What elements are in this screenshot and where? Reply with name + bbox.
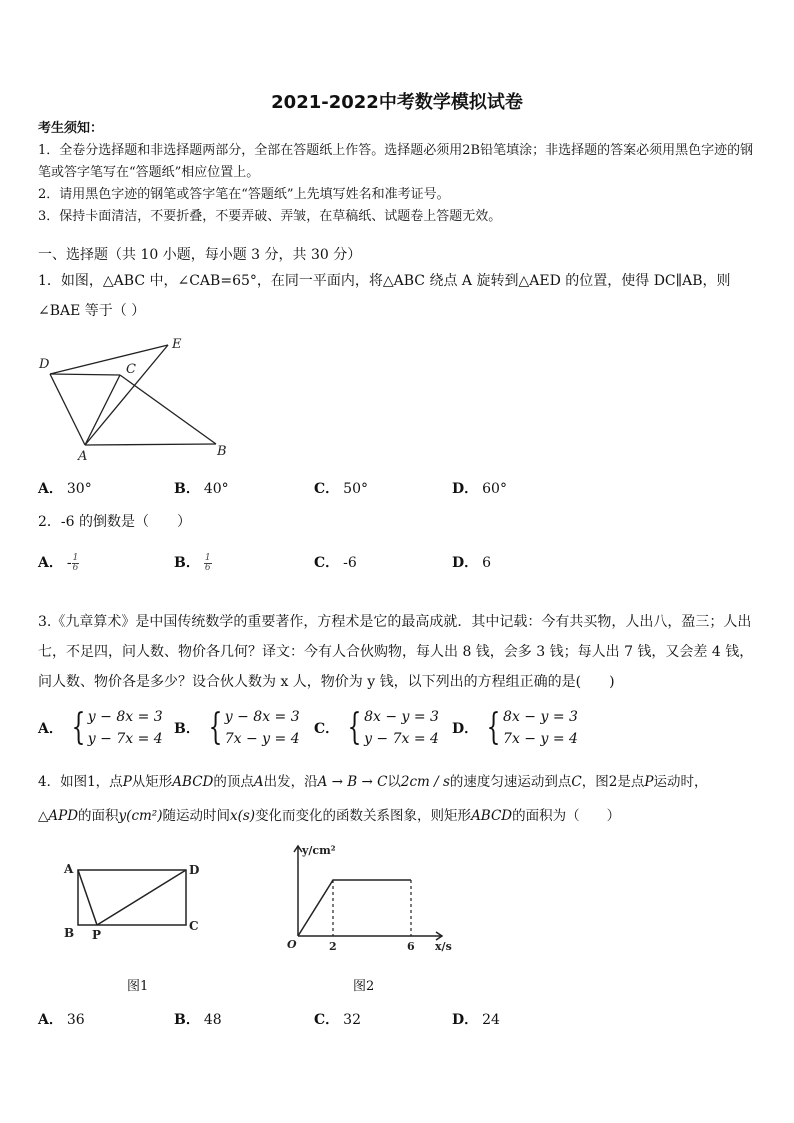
notice-head: 考生须知： bbox=[38, 121, 104, 136]
fig2-x-label: x/s bbox=[435, 940, 452, 953]
question-4-figure-1 bbox=[60, 855, 210, 945]
notice-item-1: 1．全卷分选择题和非选择题两部分，全部在答题纸上作答。选择题必须用2B铅笔填涂；非选择题的答案必须用黑色字迹的钢笔或答字笔写在“答题纸”相应位置上。 bbox=[38, 143, 754, 180]
notice-item-2: 2．请用黑色字迹的钢笔或答字笔在“答题纸”上先填写姓名和准考证号。 bbox=[38, 187, 450, 202]
q1-option-b[interactable]: B． 40° bbox=[174, 481, 229, 497]
question-4-line-1: 4．如图1，点P从矩形ABCD的顶点A出发，沿A → B → C以2cm / s的速度匀速运动到点C，图2是点P运动时， bbox=[38, 774, 708, 790]
question-4-text bbox=[38, 765, 760, 833]
label-e: E bbox=[172, 337, 182, 352]
question-2-options bbox=[38, 552, 760, 586]
q4-option-d[interactable]: D． 24 bbox=[452, 1012, 500, 1028]
label-d: D bbox=[39, 357, 50, 372]
q3-option-d[interactable]: D． { 8x − y = 3 7x − y = 4 bbox=[452, 707, 578, 748]
fig2-caption: 图2 bbox=[353, 979, 375, 994]
q1-option-a[interactable]: A． 30° bbox=[38, 481, 92, 497]
fig1-caption: 图1 bbox=[127, 979, 149, 994]
fig1-label-b: B bbox=[64, 926, 75, 940]
label-b: B bbox=[217, 444, 227, 459]
fig1-label-a: A bbox=[64, 862, 74, 876]
label-a: A bbox=[78, 449, 88, 464]
notice-item-3: 3．保持卡面清洁，不要折叠，不要弄破、弄皱，在草稿纸、试题卷上答题无效。 bbox=[38, 209, 502, 224]
q2-option-c[interactable]: C． -6 bbox=[314, 555, 357, 571]
q4-option-b[interactable]: B． 48 bbox=[174, 1012, 222, 1028]
question-1-text: 1．如图，△ABC 中，∠CAB=65°，在同一平面内，将△ABC 绕点 A 旋转到△AED 的位置，使得 DC∥AB，则∠BAE 等于（ ） bbox=[38, 273, 731, 319]
question-1-options bbox=[38, 478, 760, 502]
fig2-tick-6: 6 bbox=[407, 940, 415, 953]
fig2-y-label: y/cm² bbox=[302, 844, 336, 857]
question-4-figure-2 bbox=[270, 838, 465, 958]
question-4-line-2: △APD的面积y(cm²)随运动时间x(s)变化而变化的函数关系图象，则矩形ABCD的面积为（ ） bbox=[38, 808, 621, 824]
question-1-figure bbox=[36, 332, 236, 464]
question-3-options bbox=[38, 706, 760, 754]
fig2-origin: O bbox=[287, 938, 297, 951]
q3-option-b[interactable]: B． { y − 8x = 3 7x − y = 4 bbox=[174, 707, 300, 748]
question-3-text: 3.《九章算术》是中国传统数学的重要著作，方程术是它的最高成就．其中记载：今有共买物，人出八，盈三；人出七，不足四，问人数、物价各几何？译文：今有人合伙购物，每人出 8 钱，会多 3 钱；每人出 7 钱，又会差 4 钱，问人数、物价各是多少？设合伙人数为 x 人，物价为 y 钱，以下列出的方程组正确的是( ) bbox=[38, 614, 754, 690]
question-4-options bbox=[38, 1009, 760, 1033]
q2-option-a[interactable]: A． - $\frac{1}{6}$ bbox=[38, 552, 79, 573]
q1-option-d[interactable]: D． 60° bbox=[452, 481, 507, 497]
section-heading: 一、选择题（共 10 小题，每小题 3 分，共 30 分） bbox=[38, 247, 362, 263]
fig1-label-c: C bbox=[189, 919, 199, 933]
q4-option-a[interactable]: A． 36 bbox=[38, 1012, 85, 1028]
label-c: C bbox=[126, 362, 136, 377]
q1-option-c[interactable]: C． 50° bbox=[314, 481, 368, 497]
q3-option-a[interactable]: A． { y − 8x = 3 y − 7x = 4 bbox=[38, 707, 163, 748]
q3-option-c[interactable]: C． { 8x − y = 3 y − 7x = 4 bbox=[314, 707, 439, 748]
question-2-text: 2．-6 的倒数是（ ） bbox=[38, 514, 191, 530]
q2-option-d[interactable]: D． 6 bbox=[452, 555, 492, 571]
q2-option-b[interactable]: B． $\frac{1}{6}$ bbox=[174, 552, 211, 573]
notice-block bbox=[38, 118, 758, 228]
q4-option-c[interactable]: C． 32 bbox=[314, 1012, 361, 1028]
fig1-label-p: P bbox=[92, 928, 102, 942]
fig1-label-d: D bbox=[189, 863, 200, 877]
fig2-tick-2: 2 bbox=[329, 940, 337, 953]
page-title: 2021-2022中考数学模拟试卷 bbox=[271, 92, 523, 113]
